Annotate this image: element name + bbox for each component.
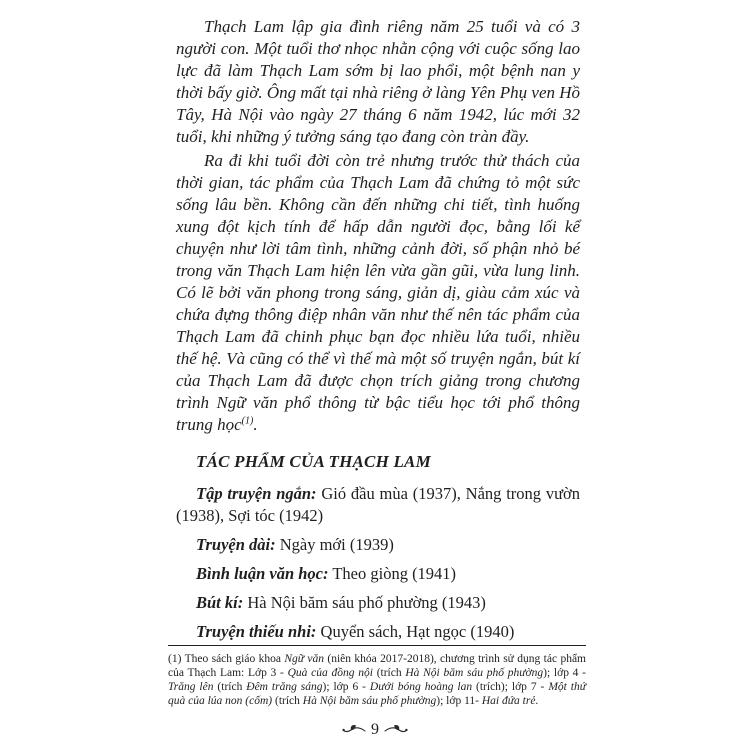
work-category-label: Tập truyện ngắn: <box>196 484 317 503</box>
work-item <box>176 483 580 527</box>
footnote-text-run: (trích <box>272 695 303 707</box>
footnote-text-run: Hà Nội băm sáu phố phường <box>405 667 544 679</box>
work-titles-text: Ngày mới (1939) <box>275 535 394 554</box>
footnote-text-run: Dưới bóng hoàng lan <box>369 681 473 693</box>
work-category-label: Truyện dài: <box>196 535 276 554</box>
footnote-text-run: ); lớp 4 - <box>543 667 586 679</box>
page-number: 9 <box>371 721 379 738</box>
footnote <box>168 652 586 708</box>
footnote-text-run: Quà của đồng nội <box>287 667 373 679</box>
work-category-label: Bút kí: <box>196 593 244 612</box>
work-titles-text: Gió đầu mùa (1937), Nắng trong vườn (1938), Sợi tóc (1942) <box>176 484 580 525</box>
footnote-text-run: (trích <box>213 681 247 693</box>
footnote-separator <box>168 645 586 646</box>
footnote-text-run: Trăng lên <box>168 681 214 693</box>
works-heading: TÁC PHẨM CỦA THẠCH LAM <box>196 452 431 471</box>
footnote-text-run: (trích); lớp 7 - <box>472 681 549 693</box>
footnote-text-run: ); lớp 11- <box>436 695 482 707</box>
footnote-text-run: (trích <box>372 667 406 679</box>
footnote-text-run: Hà Nội băm sáu phố phường <box>302 695 437 707</box>
footnote-text-run: (1) Theo sách giáo khoa <box>168 653 285 665</box>
work-item <box>176 621 580 643</box>
work-titles-text: Theo giòng (1941) <box>328 564 457 583</box>
footnote-section <box>168 645 586 708</box>
paragraph <box>176 150 580 436</box>
work-category-label: Truyện thiếu nhi: <box>196 622 317 641</box>
work-titles-text: Hà Nội băm sáu phố phường (1943) <box>243 593 486 612</box>
fleuron-left-icon <box>342 724 366 737</box>
text-run: Thạch Lam lập gia đình riêng năm 25 tuổi và có 3 người con. Một tuổi thơ nhọc nhằn cộng với cuộc sống lao lực đã làm Thạch Lam sớm bị lao phổi, một bệnh nan y thời bấy giờ. Ông mất tại nhà riêng ở làng Yên Phụ ven Hồ Tây, Hà Nội vào ngày 27 tháng 6 năm 1942, lúc mới 32 tuổi, khi những ý tưởng sáng tạo đang còn tràn đầy. <box>176 17 581 146</box>
work-item <box>176 563 580 585</box>
footnote-text-run: Một thứ quà của lúa non (cốm) <box>168 681 586 707</box>
text-run: Ra đi khi tuổi đời còn trẻ nhưng trước thử thách của thời gian, tác phẩm của Thạch Lam đã chứng tỏ một sức sống lâu bền. Không cần đến những chi tiết, tình huống xung đột kịch tính để hấp dẫn người đọc, bằng lối kể chuyện như lời tâm tình, những cảnh đời, số phận nhỏ bé trong văn Thạch Lam hiện lên vừa gần gũi, vừa lung linh. Có lẽ bởi văn phong trong sáng, giản dị, giàu cảm xúc và chứa đựng thông điệp nhân văn như thế nên tác phẩm của Thạch Lam đã chinh phục bạn đọc nhiều lứa tuổi, nhiều thế hệ. Và cũng có thể vì thế mà một số truyện ngắn, bút kí của Thạch Lam đã được chọn trích giảng trong chương trình Ngữ văn phổ thông từ bậc tiểu học tới phổ thông trung học <box>176 151 580 434</box>
works-list <box>176 483 580 643</box>
footnote-text-run: . <box>535 695 539 707</box>
footnote-text-run: Đêm trăng sáng <box>246 681 323 693</box>
footnote-text-run: ); lớp 6 - <box>322 681 370 693</box>
footnote-text-run: Hai đứa trẻ <box>481 695 536 707</box>
page-footer <box>0 721 750 739</box>
work-titles-text: Quyển sách, Hạt ngọc (1940) <box>316 622 515 641</box>
footnote-text-run: (niên khóa 2017-2018), chương trình sử dụng tác phẩm của Thạch Lam: Lớp 3 - <box>168 653 587 679</box>
footnote-text-run: Ngữ văn <box>284 653 325 665</box>
work-category-label: Bình luận văn học: <box>196 564 329 583</box>
work-item <box>176 592 580 614</box>
fleuron-right-icon <box>384 724 408 737</box>
paragraph <box>176 16 580 148</box>
work-item <box>176 534 580 556</box>
text-run: . <box>253 415 258 434</box>
body-paragraphs <box>176 16 580 436</box>
footnote-ref: (1) <box>241 415 254 427</box>
